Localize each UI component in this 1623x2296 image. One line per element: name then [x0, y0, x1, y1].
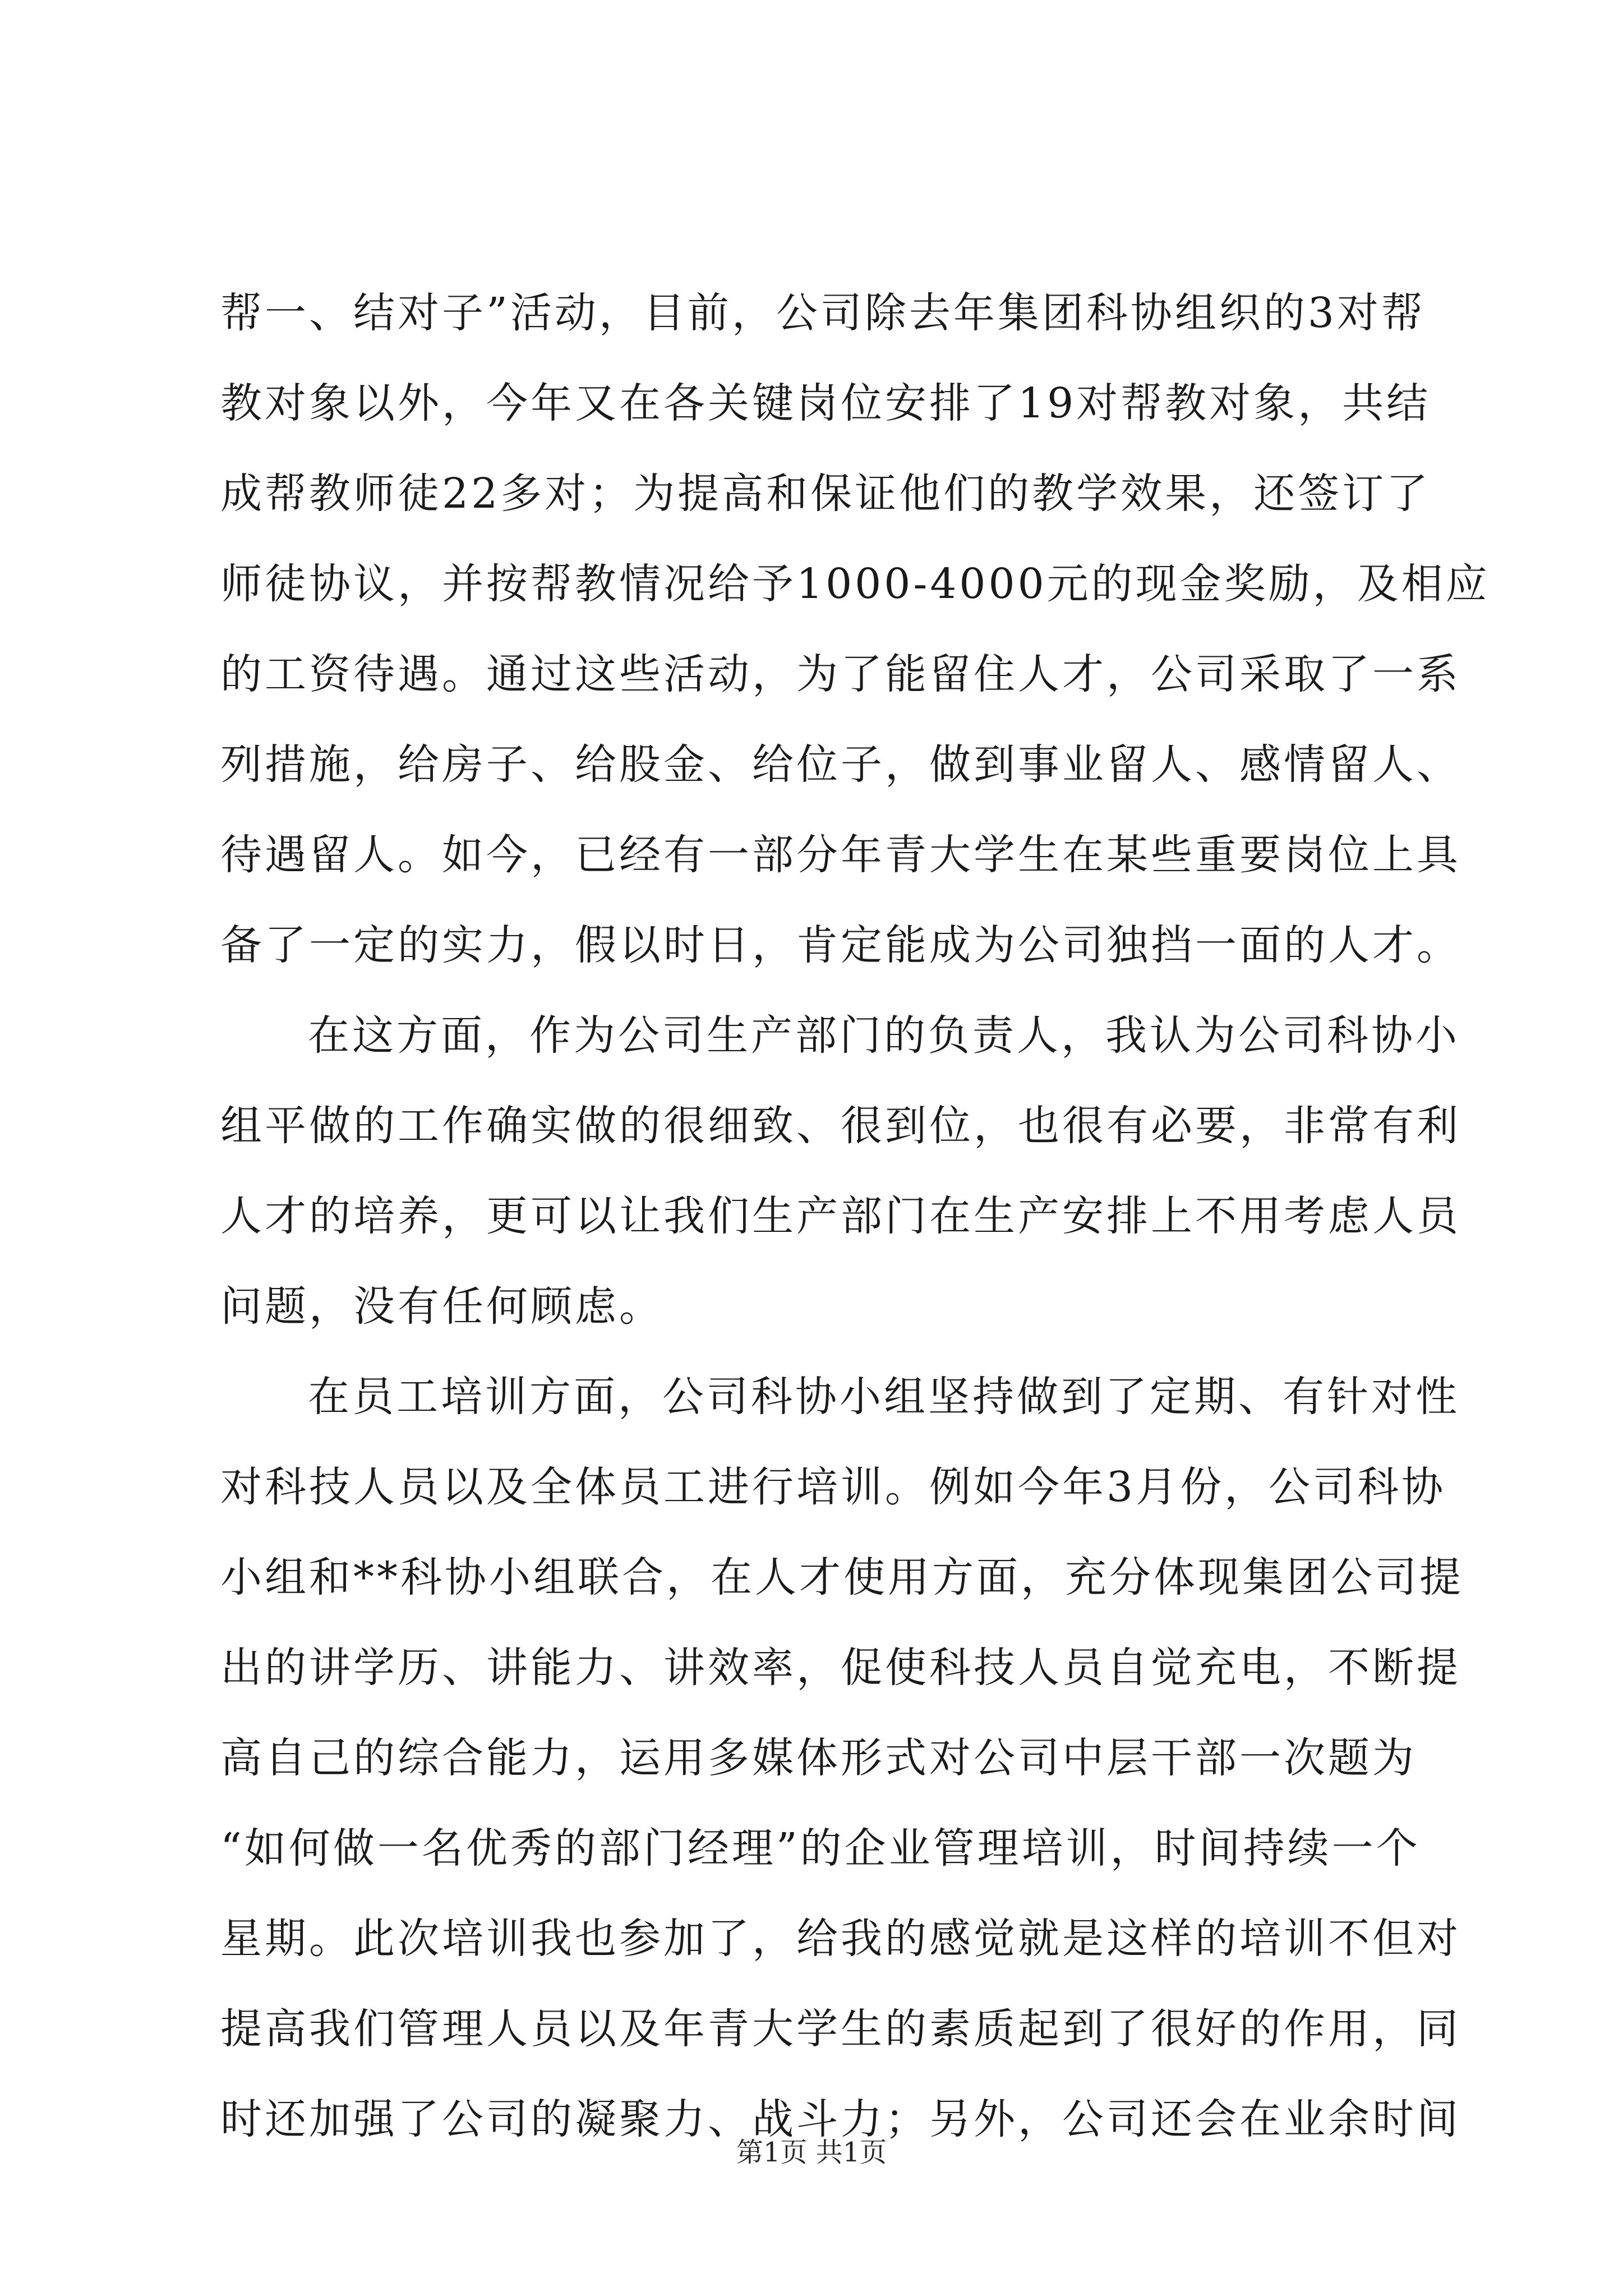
- page-number-footer: 第1页 共1页: [736, 2137, 887, 2168]
- text-line: 的工资待遇。通过这些活动，为了能留住人才，公司采取了一系: [220, 650, 1461, 698]
- text-line: 星期。此次培训我也参加了，给我的感觉就是这样的培训不但对: [220, 1915, 1461, 1963]
- text-line: 组平做的工作确实做的很细致、很到位，也很有必要，非常有利: [220, 1102, 1461, 1150]
- text-line: 出的讲学历、讲能力、讲效率，促使科技人员自觉充电，不断提: [220, 1644, 1461, 1692]
- text-line: 成帮教师徒22多对；为提高和保证他们的教学效果，还签订了: [220, 470, 1431, 518]
- paragraph-first-line: 在员工培训方面，公司科协小组坚持做到了定期、有针对性: [308, 1373, 1460, 1421]
- text-line: 帮一、结对子”活动，目前，公司除去年集团科协组织的3对帮: [220, 289, 1426, 337]
- text-line: 备了一定的实力，假以时日，肯定能成为公司独挡一面的人才。: [220, 921, 1461, 969]
- text-line: 师徒协议，并按帮教情况给予1000-4000元的现金奖励，及相应: [220, 560, 1490, 608]
- paragraph-first-line: 在这方面，作为公司生产部门的负责人，我认为公司科协小: [308, 1011, 1460, 1060]
- text-line: 待遇留人。如今，已经有一部分年青大学生在某些重要岗位上具: [220, 831, 1461, 879]
- text-line: 时还加强了公司的凝聚力、战斗力；另外，公司还会在业余时间: [220, 2095, 1461, 2143]
- text-line: 高自己的综合能力，运用多媒体形式对公司中层干部一次题为: [220, 1734, 1417, 1782]
- text-line: “如何做一名优秀的部门经理”的企业管理培训，时间持续一个: [220, 1824, 1421, 1872]
- text-line: 小组和**科协小组联合，在人才使用方面，充分体现集团公司提: [220, 1553, 1464, 1602]
- text-line: 对科技人员以及全体员工进行培训。例如今年3月份，公司科协: [220, 1463, 1446, 1511]
- text-line: 教对象以外，今年又在各关键岗位安排了19对帮教对象，共结: [220, 379, 1431, 427]
- text-line: 列措施，给房子、给股金、给位子，做到事业留人、感情留人、: [220, 740, 1461, 789]
- text-line: 问题，没有任何顾虑。: [220, 1282, 663, 1331]
- text-line: 人才的培养，更可以让我们生产部门在生产安排上不用考虑人员: [220, 1192, 1461, 1240]
- document-body: [220, 268, 1490, 2165]
- text-line: 提高我们管理人员以及年青大学生的素质起到了很好的作用，同: [220, 2005, 1461, 2053]
